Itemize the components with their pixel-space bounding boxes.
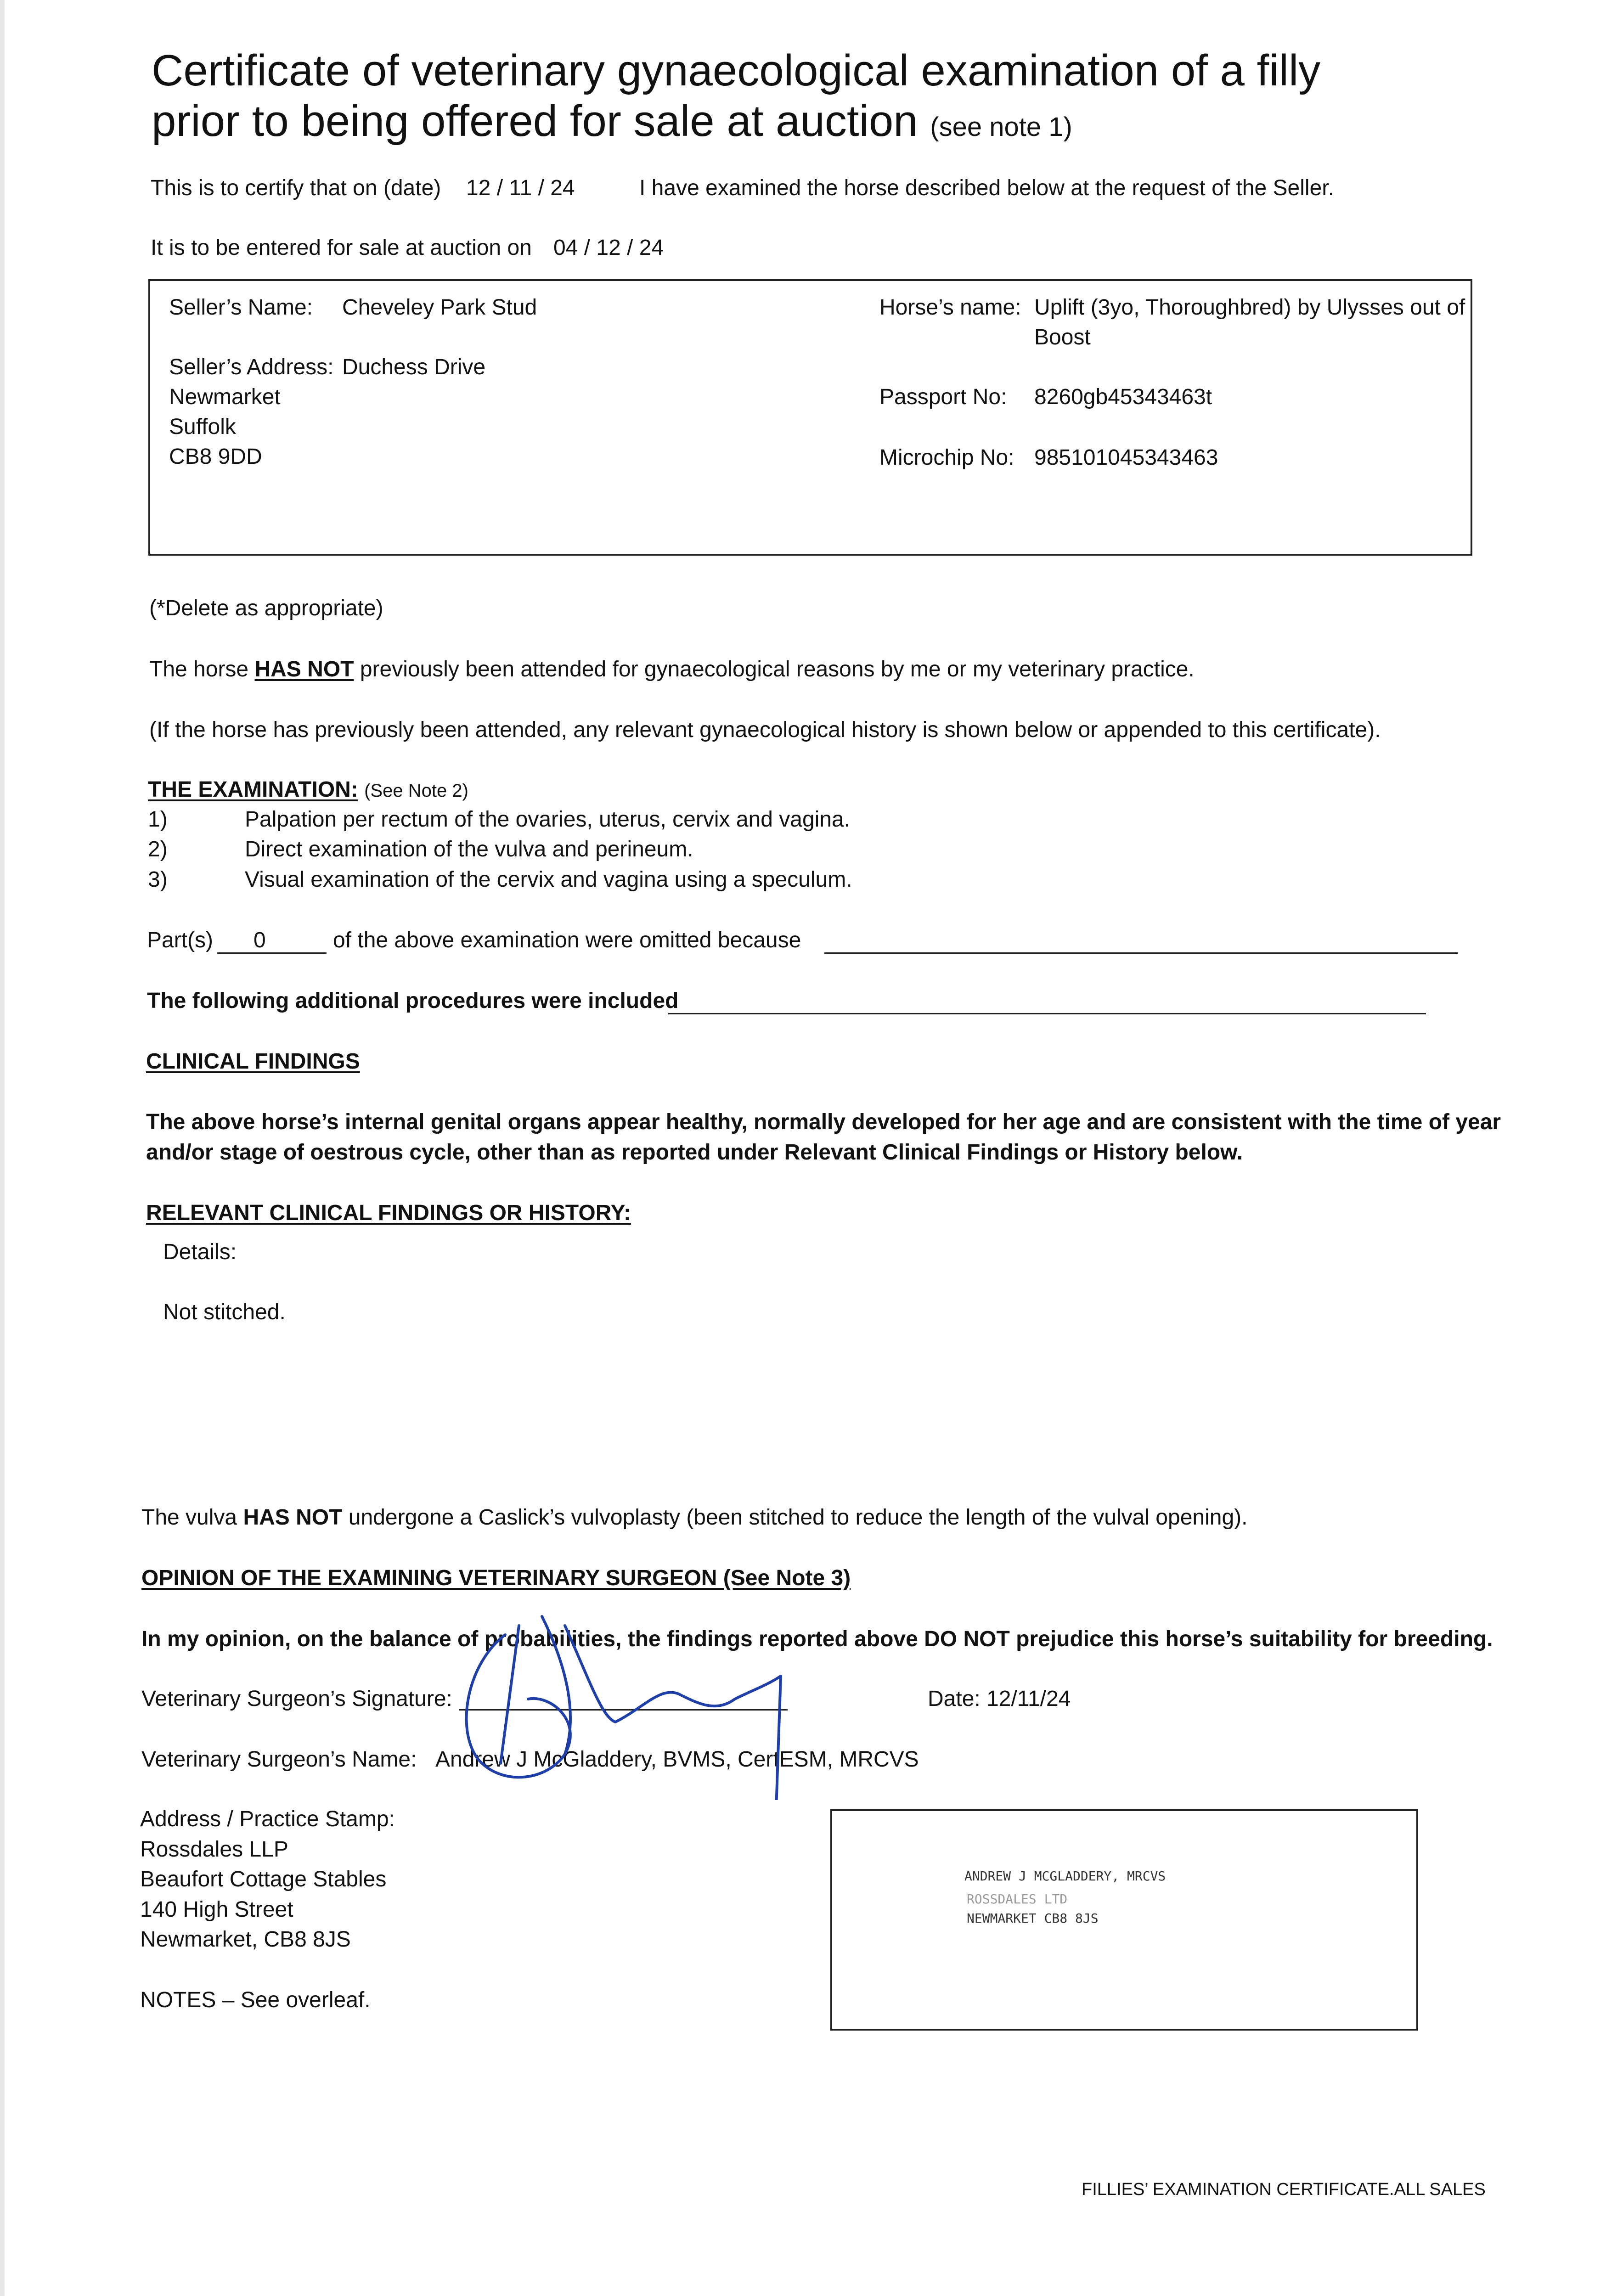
examination-heading: THE EXAMINATION: — [148, 777, 358, 802]
title-note: (see note 1) — [930, 112, 1072, 142]
exam-item-1-num: 1) — [148, 807, 168, 832]
seller-name: Cheveley Park Stud — [342, 295, 537, 320]
seller-name-label: Seller’s Name: — [169, 295, 313, 320]
exam-item-3-num: 3) — [148, 867, 168, 892]
signature-scribble — [450, 1607, 827, 1800]
opinion-text: In my opinion, on the balance of probabilities, the findings reported above DO NOT prejudice this horse’s suitability for breeding. — [141, 1627, 1493, 1651]
auction-date: 04 / 12 / 24 — [553, 236, 664, 260]
delete-note: (*Delete as appropriate) — [149, 596, 383, 620]
attendance-suffix: previously been attended for gynaecological reasons by me or my veterinary practice. — [360, 657, 1195, 681]
notes-overleaf: NOTES – See overleaf. — [140, 1988, 371, 2012]
practice-line-4: Newmarket, CB8 8JS — [140, 1927, 351, 1952]
stamp-line-3: NEWMARKET CB8 8JS — [967, 1911, 1099, 1926]
stamp-line-1: ANDREW J MCGLADDERY, MRCVS — [964, 1868, 1166, 1884]
date-value: 12/11/24 — [986, 1687, 1071, 1711]
vulva-has-not: HAS NOT — [243, 1505, 343, 1530]
practice-line-1: Rossdales LLP — [140, 1837, 288, 1862]
parts-label: Part(s) — [147, 928, 213, 952]
seller-address-label: Seller’s Address: — [169, 355, 334, 379]
attendance-line — [149, 656, 1195, 683]
title-line-1: Certificate of veterinary gynaecological examination of a filly — [152, 46, 1321, 95]
details-label: Details: — [163, 1240, 237, 1264]
parts-value: 0 — [254, 928, 266, 952]
additional-procedures: The following additional procedures were included — [147, 989, 679, 1013]
address-line-3: Suffolk — [169, 415, 236, 439]
additional-procedures-line — [668, 1013, 1426, 1014]
practice-line-2: Beaufort Cottage Stables — [140, 1867, 387, 1891]
microchip-label: Microchip No: — [879, 445, 1014, 470]
findings-text-line-1: The above horse’s internal genital organs appear healthy, normally developed for her age and are consistent with the time of year — [146, 1110, 1501, 1134]
parts-suffix: of the above examination were omitted because — [333, 928, 801, 952]
title-line-2-text: prior to being offered for sale at auction — [152, 96, 918, 146]
examination-heading-row — [148, 776, 468, 805]
parts-blank-line — [217, 952, 327, 954]
footer-text: FILLIES’ EXAMINATION CERTIFICATE.ALL SALES — [1082, 2180, 1486, 2199]
horse-name-line-2: Boost — [1034, 325, 1091, 349]
details-text: Not stitched. — [163, 1300, 286, 1324]
practice-line-3: 140 High Street — [140, 1897, 293, 1922]
horse-name-line-1: Uplift (3yo, Thoroughbred) by Ulysses out of — [1034, 295, 1465, 320]
attendance-has-not: HAS NOT — [254, 657, 354, 681]
surgeon-name-label: Veterinary Surgeon’s Name: — [141, 1747, 417, 1772]
relevant-findings-heading: RELEVANT CLINICAL FINDINGS OR HISTORY: — [146, 1201, 631, 1225]
omitted-reason-line — [824, 952, 1458, 954]
exam-item-2-text: Direct examination of the vulva and perineum. — [245, 837, 693, 861]
horse-name-label: Horse’s name: — [879, 295, 1021, 320]
date-label-row — [928, 1685, 1071, 1713]
passport-number: 8260gb45343463t — [1034, 385, 1212, 409]
address-line-1: Duchess Drive — [342, 355, 486, 379]
title-line-2 — [152, 96, 1072, 152]
attendance-prefix: The horse — [149, 657, 249, 681]
vulva-prefix: The vulva — [141, 1505, 237, 1530]
findings-text-line-2: and/or stage of oestrous cycle, other than as reported under Relevant Clinical Findings or History below. — [146, 1140, 1243, 1165]
address-line-4: CB8 9DD — [169, 445, 262, 469]
certify-suffix: I have examined the horse described below at the request of the Seller. — [639, 176, 1334, 200]
scan-edge — [0, 0, 5, 2296]
practice-stamp-box — [830, 1809, 1418, 2031]
examination-heading-note: (See Note 2) — [364, 781, 468, 801]
stamp-line-2: ROSSDALES LTD — [967, 1891, 1068, 1907]
passport-label: Passport No: — [879, 385, 1007, 409]
practice-label: Address / Practice Stamp: — [140, 1807, 395, 1831]
certify-date: 12 / 11 / 24 — [466, 176, 575, 200]
surgeon-name: Andrew J McGladdery, BVMS, CertESM, MRCVS — [435, 1747, 919, 1772]
auction-prefix: It is to be entered for sale at auction on — [151, 236, 532, 260]
date-label: Date: — [928, 1687, 981, 1711]
signature-label: Veterinary Surgeon’s Signature: — [141, 1687, 452, 1711]
microchip-number: 985101045343463 — [1034, 445, 1218, 470]
certify-prefix: This is to certify that on (date) — [151, 176, 441, 200]
vulva-suffix: undergone a Caslick’s vulvoplasty (been stitched to reduce the length of the vulval opening). — [348, 1505, 1248, 1530]
clinical-findings-heading: CLINICAL FINDINGS — [146, 1049, 360, 1074]
exam-item-3-text: Visual examination of the cervix and vagina using a speculum. — [245, 867, 852, 892]
history-note: (If the horse has previously been attended, any relevant gynaecological history is shown below or appended to this certificate). — [149, 718, 1381, 742]
address-line-2: Newmarket — [169, 385, 281, 409]
opinion-heading: OPINION OF THE EXAMINING VETERINARY SURGEON (See Note 3) — [141, 1566, 851, 1590]
exam-item-2-num: 2) — [148, 837, 168, 861]
exam-item-1-text: Palpation per rectum of the ovaries, uterus, cervix and vagina. — [245, 807, 851, 832]
vulva-line — [141, 1504, 1247, 1531]
